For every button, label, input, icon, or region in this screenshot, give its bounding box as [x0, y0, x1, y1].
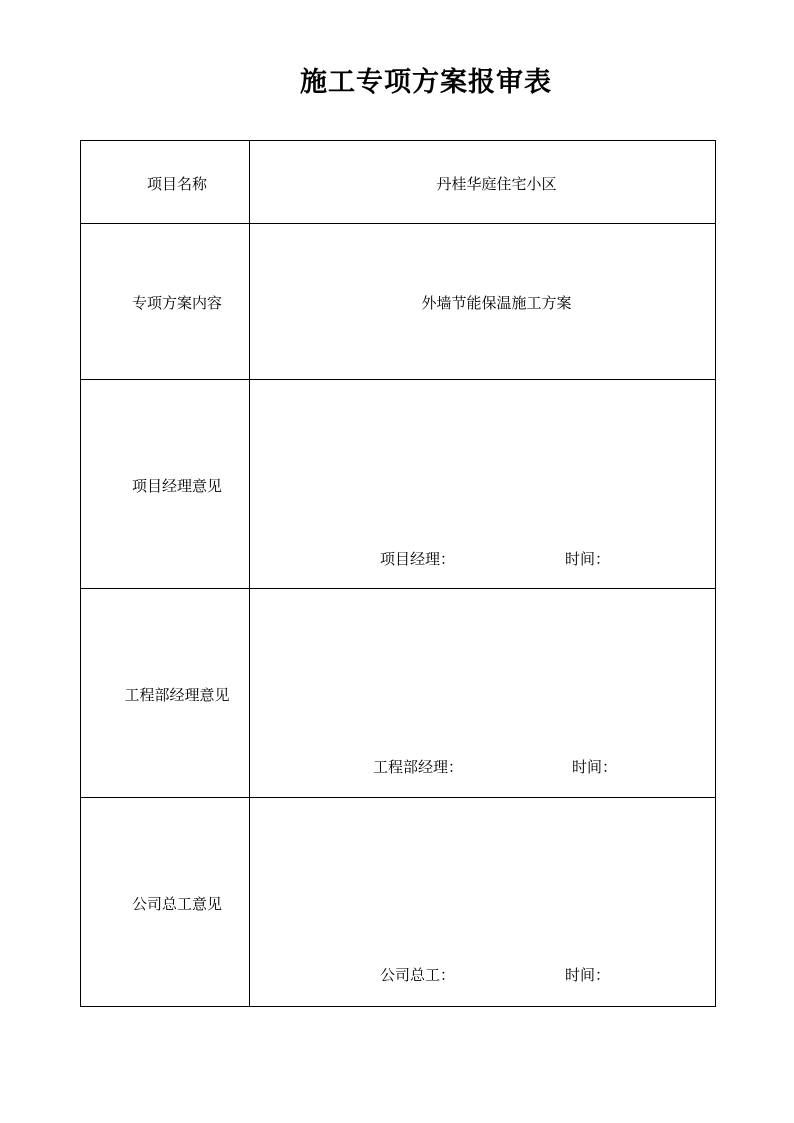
- table-row-project-name: [81, 141, 716, 224]
- plan-content-label: 专项方案内容: [131, 294, 222, 312]
- chief-engineer-signature-label: 公司总工：: [380, 966, 456, 984]
- pm-time-label: 时间：: [565, 550, 611, 568]
- value-cell: [250, 224, 716, 380]
- table-row-plan-content: [81, 224, 716, 380]
- form-title: 施工专项方案报审表: [300, 67, 552, 98]
- label-cell: [81, 380, 250, 589]
- opinion-cell: [250, 380, 716, 589]
- label-cell: [81, 798, 250, 1007]
- label-cell: [81, 141, 250, 224]
- table-row-dept-manager-opinion: [81, 589, 716, 798]
- label-cell: [81, 589, 250, 798]
- pm-signature-label: 项目经理：: [380, 550, 456, 568]
- dept-manager-opinion-label: 工程部经理意见: [124, 686, 230, 704]
- dept-manager-time-label: 时间：: [572, 758, 618, 776]
- value-cell: [250, 141, 716, 224]
- approval-form-table: [80, 140, 716, 1007]
- project-name-label: 项目名称: [146, 175, 207, 193]
- label-cell: [81, 224, 250, 380]
- pm-opinion-label: 项目经理意见: [131, 477, 222, 495]
- table-row-chief-engineer-opinion: [81, 798, 716, 1007]
- opinion-cell: [250, 589, 716, 798]
- opinion-cell: [250, 798, 716, 1007]
- table-row-pm-opinion: [81, 380, 716, 589]
- project-name-value: 丹桂华庭住宅小区: [436, 175, 557, 193]
- chief-engineer-opinion-label: 公司总工意见: [131, 895, 222, 913]
- chief-engineer-time-label: 时间：: [565, 966, 611, 984]
- dept-manager-signature-label: 工程部经理：: [373, 758, 464, 776]
- plan-content-value: 外墙节能保温施工方案: [421, 294, 572, 312]
